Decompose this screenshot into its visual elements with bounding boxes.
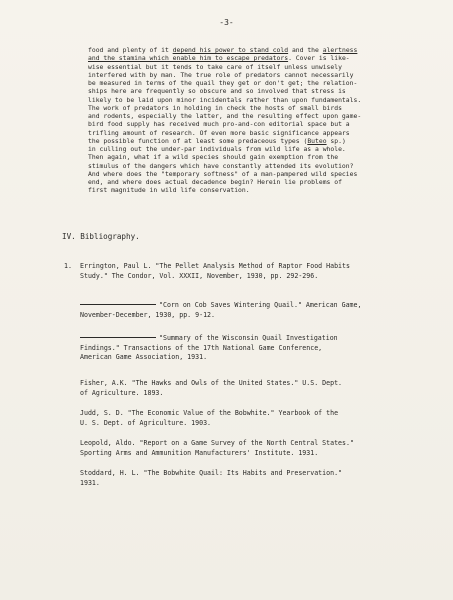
text-segment: wise essential but it tends to take care of itself unless unwisely [88, 62, 342, 71]
paragraph-line [88, 87, 433, 95]
bibliography-entry [80, 301, 361, 320]
entry-line: American Game Association, 1931. [80, 353, 208, 362]
paragraph-line [88, 112, 433, 120]
paragraph-line [88, 186, 433, 194]
entry-line: Findings." Transactions of the 17th National Game Conference, [80, 343, 323, 352]
text-segment: bird food supply has received much pro-and-con editorial space but a [88, 120, 350, 129]
paragraph-line [88, 104, 433, 112]
paragraph-line [88, 71, 433, 79]
text-segment: likely to be laid upon minor incidentals rather than upon fundamentals. [88, 95, 362, 104]
entry-line: Errington, Paul L. "The Pellet Analysis Method of Raptor Food Habits [80, 262, 350, 270]
body-paragraph [88, 46, 433, 195]
underlined-text: Buteo [307, 136, 327, 145]
entry-line: Study." The Condor, Vol. XXXII, November, 1930, pp. 292-296. [80, 271, 319, 280]
paragraph-line [88, 63, 433, 71]
bibliography-entry [80, 334, 338, 363]
text-segment: The work of predators in holding in check the hosts of small birds [88, 103, 342, 112]
paragraph-line [88, 137, 433, 145]
paragraph-line [88, 54, 433, 62]
text-segment: food and plenty of it [88, 46, 173, 54]
entry-line: Stoddard, H. L. "The Bobwhite Quail: Its Habits and Preservation." [80, 469, 343, 477]
paragraph-line [88, 162, 433, 170]
paragraph-line [88, 153, 433, 161]
paragraph-line [88, 79, 433, 87]
entry-line: 1931. [80, 478, 100, 487]
paragraph-line [88, 129, 433, 137]
text-segment: trifling amount of research. Of even more basic significance appears [88, 128, 350, 137]
text-segment: . Cover is like- [288, 54, 350, 63]
paragraph-line [88, 170, 433, 178]
bibliography-entry [80, 379, 342, 398]
entry-line: Fisher, A.K. "The Hawks and Owls of the United States." U.S. Dept. [80, 379, 343, 387]
paragraph-line [88, 96, 433, 104]
entry-line: "Corn on Cob Saves Wintering Quail." American Game, [80, 301, 361, 311]
paragraph-line [88, 178, 433, 186]
entry-line: November-December, 1930, pp. 9-12. [80, 310, 215, 319]
text-segment: end, and where does actual decadence begin? Herein lie problems of [88, 178, 342, 186]
paragraph-line [88, 145, 433, 153]
page-number: -3- [219, 18, 234, 27]
entry-line: U. S. Dept. of Agriculture. 1903. [80, 418, 212, 427]
ditto-rule [80, 304, 156, 305]
text-segment: the possible function of at least some predaceous types ( [88, 136, 308, 145]
text-segment: Then again, what if a wild species should gain exemption from the [88, 153, 339, 162]
text-segment: interfered with by man. The true role of predators cannot necessarily [88, 70, 354, 79]
entry-number: 1. [64, 262, 72, 270]
underlined-text: alertness [322, 46, 358, 54]
entry-line: Leopold, Aldo. "Report on a Game Survey of the North Central States." [80, 439, 354, 447]
bibliography-entry [80, 439, 354, 458]
paragraph-line [88, 46, 433, 54]
ditto-rule [80, 337, 156, 338]
paragraph-line [88, 120, 433, 128]
entry-line: of Agriculture. 1893. [80, 388, 164, 397]
text-segment: and the [288, 46, 323, 54]
underlined-text: depend his power to stand cold [172, 46, 289, 54]
text-segment: in culling out the under-par individuals from wild life as a whole. [88, 145, 346, 153]
bibliography-entry [80, 409, 338, 428]
bibliography-entry [80, 469, 342, 488]
text-segment: first magnitude in wild life conservation. [88, 186, 250, 195]
entry-line: Sporting Arms and Ammunition Manufacturers' Institute. 1931. [80, 448, 319, 457]
text-segment: stimulus of the dangers which have constantly attended its evolution? [88, 161, 354, 170]
section-heading: IV. Bibliography. [62, 232, 140, 241]
text-segment: sp.) [326, 136, 346, 145]
entry-line: Judd, S. D. "The Economic Value of the Bobwhite." Yearbook of the [80, 409, 339, 417]
text-segment: ships here are frequently so obscure and so involved that stress is [88, 87, 346, 96]
bibliography-entry [64, 262, 350, 281]
entry-line: "Summary of the Wisconsin Quail Investigation [80, 334, 338, 344]
text-segment: and rodents, especially the latter, and the resulting effect upon game- [88, 112, 362, 120]
underlined-text: and the stamina which enable him to escape predators [88, 54, 289, 63]
text-segment: be measured in terms of the quail they get or don't get; the relation- [88, 79, 358, 87]
text-segment: And where does the "temporary softness" of a man-pampered wild species [88, 169, 358, 178]
